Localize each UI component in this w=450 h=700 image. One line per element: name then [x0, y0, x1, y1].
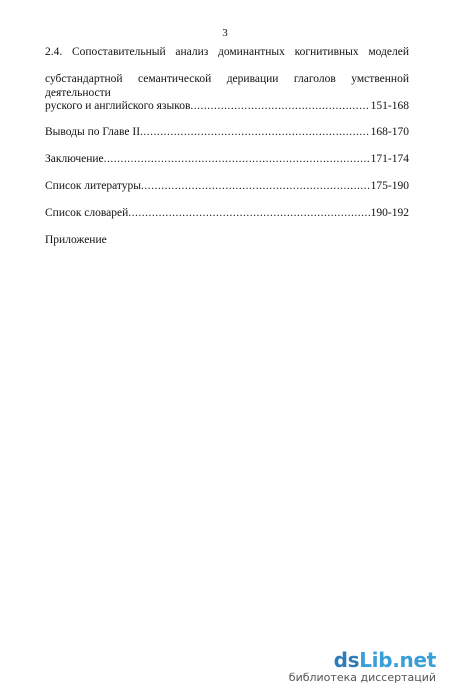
dslib-logo-lib: Lib.net: [359, 648, 436, 672]
dslib-watermark: [289, 649, 436, 684]
toc-entry-2-4-pages: 151-168: [370, 100, 409, 112]
toc-entry-pages: 168-170: [370, 126, 409, 138]
dslib-logo: [289, 649, 436, 671]
toc-entry-conclusions-ch2: [45, 125, 409, 139]
toc-leader: [141, 179, 370, 193]
toc-entry-references: [45, 179, 409, 193]
dslib-logo-ds: ds: [333, 648, 360, 672]
toc-entry-title: Выводы по Главе II: [45, 126, 141, 138]
toc-entry-title: Список литературы: [45, 180, 141, 192]
toc-entry-pages: 175-190: [370, 180, 409, 192]
toc-entry-2-4-line1: 2.4. Сопоставительный анализ доминантных когнитивных моделей: [45, 46, 409, 58]
page-number: 3: [222, 27, 228, 39]
toc-entry-pages: 190-192: [370, 207, 409, 219]
toc-leader: [140, 125, 370, 139]
toc-entry-dictionaries: [45, 206, 409, 220]
toc-leader: [104, 152, 370, 166]
toc-entry-conclusion: [45, 152, 409, 166]
toc-entry-title: Заключение: [45, 153, 104, 165]
toc-entry-title: Список словарей: [45, 207, 129, 219]
toc-leader: [128, 206, 369, 220]
toc-entry-2-4-line3: [45, 99, 409, 113]
toc-leader: [190, 99, 369, 113]
toc-entry-pages: 171-174: [370, 153, 409, 165]
toc-entry-appendix: Приложение: [45, 234, 107, 246]
dslib-tagline: библиотека диссертаций: [288, 671, 436, 684]
toc-entry-2-4-title: руского и английского языков: [45, 100, 191, 112]
toc-entry-2-4-line2: субстандартной семантической деривации глаголов умственной деятельности: [45, 73, 409, 99]
